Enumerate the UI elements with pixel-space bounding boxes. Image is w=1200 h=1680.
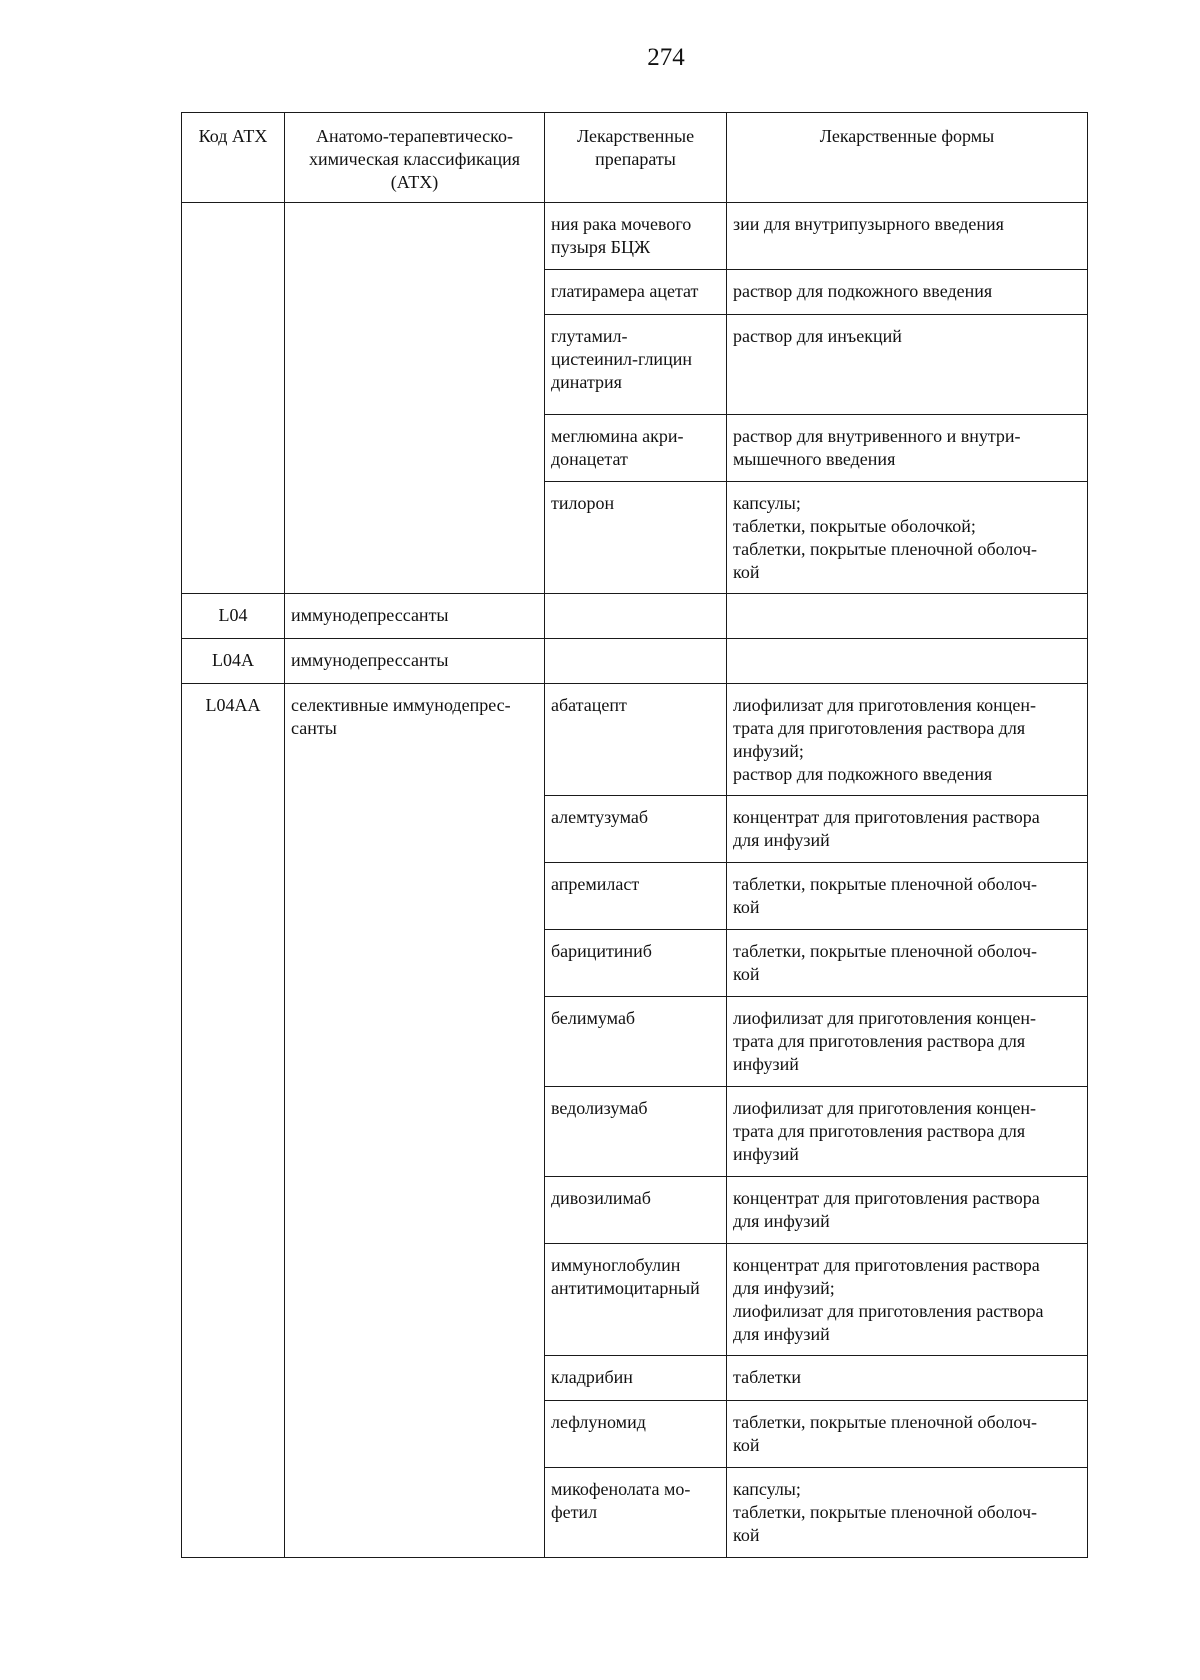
dosage-form-cell: концентрат для приготовления раствора для инфузий; лиофилизат для приготовления раствора для инфузий [727, 1244, 1088, 1356]
atc-classification-cell: селективные иммунодепрес- санты [285, 684, 545, 1558]
drug-cell: дивозилимаб [545, 1177, 727, 1244]
drug-cell: ния рака мочевого пузыря БЦЖ [545, 203, 727, 270]
dosage-form-cell: концентрат для приготовления раствора для инфузий [727, 1177, 1088, 1244]
dosage-form-cell: таблетки, покрытые пленочной оболоч- кой [727, 1401, 1088, 1468]
header-atc-code: Код АТХ [182, 113, 285, 203]
table-row [182, 639, 1088, 684]
dosage-form-cell: таблетки, покрытые пленочной оболоч- кой [727, 930, 1088, 997]
table-header-row [182, 113, 1088, 203]
dosage-form-cell [727, 594, 1088, 639]
drug-cell: апремиласт [545, 863, 727, 930]
dosage-form-cell: таблетки [727, 1356, 1088, 1401]
dosage-form-cell: раствор для внутривенного и внутри- мышечного введения [727, 415, 1088, 482]
dosage-form-cell: капсулы; таблетки, покрытые пленочной оболоч- кой [727, 1468, 1088, 1558]
drug-cell: ведолизумаб [545, 1087, 727, 1177]
drug-cell: микофенолата мо- фетил [545, 1468, 727, 1558]
atc-drug-table [181, 112, 1088, 1558]
drug-cell: тилорон [545, 482, 727, 594]
drug-cell: барицитиниб [545, 930, 727, 997]
dosage-form-cell: лиофилизат для приготовления концен- трата для приготовления раствора для инфузий; раствор для подкожного введения [727, 684, 1088, 796]
atc-code-cell: L04 [182, 594, 285, 639]
drug-cell [545, 639, 727, 684]
dosage-form-cell: раствор для подкожного введения [727, 270, 1088, 315]
drug-cell: меглюмина акри- донацетат [545, 415, 727, 482]
atc-classification-cell: иммунодепрессанты [285, 639, 545, 684]
dosage-form-cell: лиофилизат для приготовления концен- трата для приготовления раствора для инфузий [727, 997, 1088, 1087]
dosage-form-cell: капсулы; таблетки, покрытые оболочкой; таблетки, покрытые пленочной оболоч- кой [727, 482, 1088, 594]
dosage-form-cell: концентрат для приготовления раствора для инфузий [727, 796, 1088, 863]
drug-cell: алемтузумаб [545, 796, 727, 863]
table-row [182, 203, 1088, 270]
atc-code-cell [182, 203, 285, 594]
page-number: 274 [647, 44, 685, 71]
drug-cell: глутамил- цистеинил-глицин динатрия [545, 315, 727, 415]
header-dosage-forms: Лекарственные формы [727, 113, 1088, 203]
drug-cell: белимумаб [545, 997, 727, 1087]
table-row [182, 594, 1088, 639]
drug-cell: абатацепт [545, 684, 727, 796]
header-atc-classification: Анатомо-терапевтическо- химическая классификация (АТХ) [285, 113, 545, 203]
dosage-form-cell: зии для внутрипузырного введения [727, 203, 1088, 270]
table-row [182, 684, 1088, 796]
dosage-form-cell: раствор для инъекций [727, 315, 1088, 415]
dosage-form-cell [727, 639, 1088, 684]
dosage-form-cell: лиофилизат для приготовления концен- трата для приготовления раствора для инфузий [727, 1087, 1088, 1177]
drug-cell: лефлуномид [545, 1401, 727, 1468]
drug-cell: кладрибин [545, 1356, 727, 1401]
atc-classification-cell: иммунодепрессанты [285, 594, 545, 639]
atc-code-cell: L04AA [182, 684, 285, 1558]
drug-cell: иммуноглобулин антитимоцитарный [545, 1244, 727, 1356]
dosage-form-cell: таблетки, покрытые пленочной оболоч- кой [727, 863, 1088, 930]
atc-classification-cell [285, 203, 545, 594]
drug-cell [545, 594, 727, 639]
drug-cell: глатирамера ацетат [545, 270, 727, 315]
atc-code-cell: L04A [182, 639, 285, 684]
header-drugs: Лекарственные препараты [545, 113, 727, 203]
